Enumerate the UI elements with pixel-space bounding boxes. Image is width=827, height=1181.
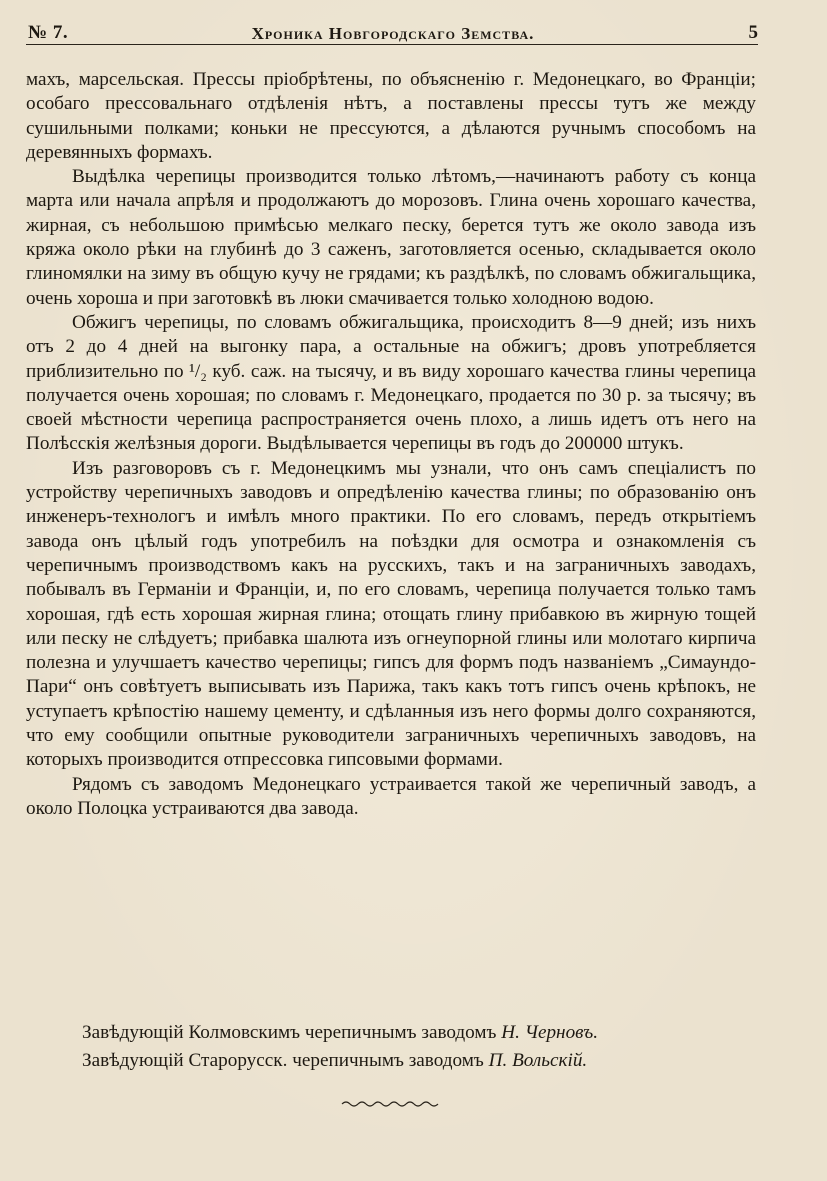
header-rule	[26, 44, 758, 45]
signature-line	[82, 1047, 762, 1075]
journal-title: Хроника Новгородскаго Земства.	[251, 24, 535, 43]
paragraph: Рядомъ съ заводомъ Медонецкаго устраивается такой же черепичный заводъ, а около Полоцка устраиваются два завода.	[26, 773, 756, 819]
page-number: 5	[748, 22, 758, 43]
signature-name: П. Вольскій.	[488, 1050, 588, 1071]
signature-name: Н. Черновъ.	[501, 1022, 599, 1043]
signature-role: Завѣдующій Колмовскимъ черепичнымъ заводомъ	[82, 1022, 497, 1043]
paragraph: Изъ разговоровъ съ г. Медонецкимъ мы узнали, что онъ самъ спеціалистъ по устройству черепичныхъ заводовъ и опредѣленію качества глины; по образованію онъ инженеръ-технологъ и имѣлъ много практики. По его словамъ, передъ открытіемъ завода онъ цѣлый годъ употребилъ на поѣздки для осмотра и ознакомленія съ черепичнымъ производствомъ какъ на русскихъ, такъ и на заграничныхъ заводахъ, побывалъ въ Германіи и Франціи, и, по его словамъ, черепица получается только тамъ хорошая, гдѣ есть хорошая жирная глина; отощать глину прибавкою въ жирную тощей или песку не слѣдуетъ; прибавка шалюта изъ огнеупорной глины или молотаго кирпича полезна и улучшаетъ качество черепицы; гипсъ для формъ подъ названіемъ „Симаундо-Пари“ онъ совѣтуетъ выписывать изъ Парижа, такъ какъ тотъ гипсъ очень крѣпокъ, не уступаетъ крѣпостію нашему цементу, и сдѣланныя изъ него формы долго сохраняются, что ему сообщили опытные руководители заграничныхъ черепичныхъ заводовъ, на которыхъ производится отпрессовка гипсовыми формами.	[26, 457, 756, 771]
paragraph: Выдѣлка черепицы производится только лѣтомъ,—начинаютъ работу съ конца марта или начала апрѣля и продолжаютъ до морозовъ. Глина очень хорошаго качества, жирная, съ небольшою примѣсью мелкаго песку, берется тутъ же около завода изъ кряжа около рѣки на глубинѣ до 3 саженъ, заготовляется осенью, складывается около глиномялки на зиму въ общую кучу не грядами; къ раздѣлкѣ, по словамъ обжигальщика, очень хороша и при заготовкѣ въ люки смачивается только холодною водою.	[26, 166, 756, 309]
article-body	[26, 68, 756, 821]
signature-block	[82, 1019, 762, 1075]
paragraph: Обжигъ черепицы, по словамъ обжигальщика, происходитъ 8—9 дней; изъ нихъ отъ 2 до 4 дней на выгонку пара, а остальные на обжигъ; дровъ употребляется приблизительно по ¹/₂ куб. саж. на тысячу, и въ виду хорошаго качества глины черепица получается очень хорошая; по словамъ г. Медонецкаго, продается по 30 р. за тысячу; въ своей мѣстности черепица распространяется очень плохо, а лишь идетъ отъ него на Полѣсскія желѣзныя дороги. Выдѣлывается черепицы въ годъ до 200000 штукъ.	[26, 311, 756, 455]
paragraph: махъ, марсельская. Прессы пріобрѣтены, по объясненію г. Медонецкаго, во Франціи; особаго прессовальнаго отдѣленія нѣтъ, а поставлены прессы тутъ же между сушильными полками; коньки не прессуются, а дѣлаются ручнымъ способомъ на деревянныхъ формахъ.	[26, 69, 756, 163]
ornament-divider	[340, 1098, 440, 1110]
signature-line	[82, 1019, 762, 1047]
signature-role: Завѣдующій Старорусск. черепичнымъ заводомъ	[82, 1050, 484, 1071]
issue-number: № 7.	[28, 22, 69, 43]
